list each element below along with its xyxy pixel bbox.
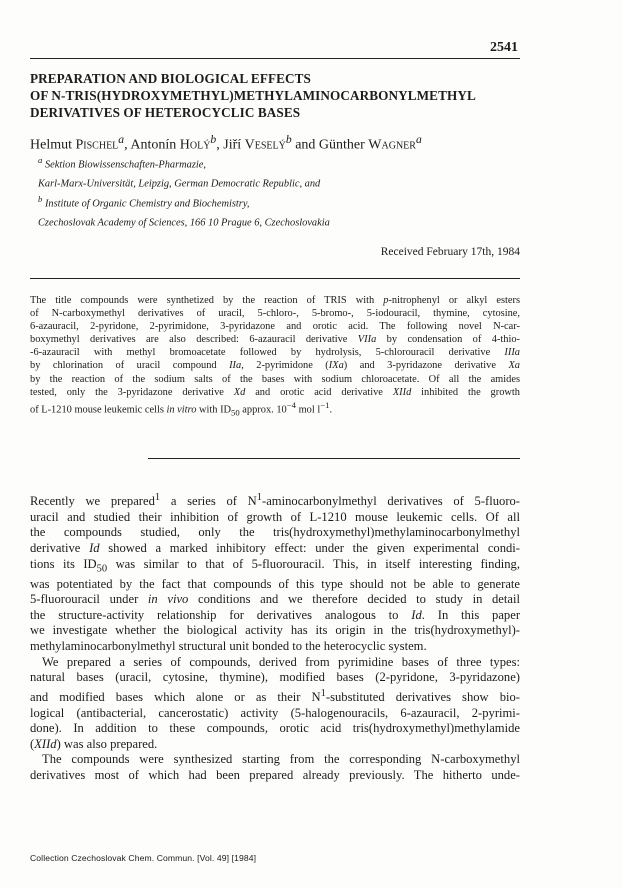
journal-footer: Collection Czechoslovak Chem. Commun. [Vol. 49] [1984] [30, 853, 257, 863]
abstract-line: The title compounds were synthetized by the reaction of TRIS with p-nitrophenyl or alkyl esters [30, 295, 521, 306]
title-line: DERIVATIVES OF HETEROCYCLIC BASES [30, 105, 301, 120]
abstract-line: 6-azauracil, 2-pyridone, 2-pyrimidone, 3-pyridazone and orotic acid. The following novel N-car- [30, 321, 520, 333]
body-line: 5-fluorouracil under in vivo conditions and we therefore decided to study in detail [30, 592, 520, 607]
author-affiliation-mark: a [118, 133, 125, 146]
body-line: tions its $ID_{50}$ was similar to that of 5-fluorouracil. This, in itself interesting finding, [30, 556, 520, 575]
abstract [30, 294, 520, 419]
body-line: We prepared a series of compounds, derived from pyrimidine bases of three types: [42, 654, 520, 669]
affiliation-text: Karl-Marx-Universität, Leipzig, German Democratic Republic, and [38, 178, 321, 190]
body-line: The compounds were synthesized starting from the corresponding N-carboxymethyl [42, 752, 520, 767]
abstract-line: by the reaction of the sodium salts of the bases with sodium chloroacetate. Of all the amides [30, 373, 520, 385]
abstract-line: by chlorination of uracil compound IIa, 2-pyrimidone (IXa) and 3-pyridazone derivative Xa [30, 360, 520, 372]
author-first-name: Helmut [30, 137, 72, 153]
author-separator: , [124, 137, 131, 153]
body-line: (XIId) was also prepared. [30, 736, 158, 751]
affiliation-text: Sektion Biowissenschaften-Pharmazie, [44, 159, 206, 171]
body-line: Recently we prepared$^1$ a series of $N^1$-aminocarbonylmethyl derivatives of 5-fluoro- [30, 492, 521, 509]
affiliation-line [38, 172, 330, 191]
affiliation-line [38, 192, 330, 211]
author-affiliation-mark: a [415, 133, 422, 146]
author-first-name: Jiří [223, 137, 242, 153]
body-line: uracil and studied their inhibition of growth of L-1210 mouse leukemic cells. Of all [30, 509, 520, 524]
author-last-name: Veselý [244, 137, 286, 153]
abstract-line: tested, only the 3-pyridazone derivative Xd and orotic acid derivative XIId inhibited the growth [30, 386, 520, 398]
header-rule [30, 58, 520, 59]
affiliation-text: Czechoslovak Academy of Sciences, 166 10 Prague 6, Czechoslovakia [38, 217, 330, 229]
affiliation-line [38, 211, 330, 230]
body-line: methylaminocarbonylmethyl structural unit bonded to the heterocyclic system. [30, 639, 427, 654]
body-line: done). In addition to these compounds, orotic acid tris(hydroxymethyl)methylamide [30, 721, 520, 736]
body-line: the structure-activity relationship for derivatives analogous to Id. In this paper [30, 607, 521, 622]
page-number: 2541 [490, 40, 518, 55]
body-line: and modified bases which alone or as their $N^1$-substituted derivatives show bio- [30, 687, 520, 705]
body-line: derivatives most of which had been prepared already previously. The hitherto unde- [30, 767, 520, 782]
author-last-name: Pischel [75, 137, 119, 153]
body-line: we investigate whether the biological activity has its origin in the tris(hydroxymethyl)- [30, 623, 520, 638]
body-text [30, 490, 520, 784]
author-first-name: Antonín [130, 137, 177, 153]
title-line: OF N-TRIS(HYDROXYMETHYL)METHYLAMINOCARBONYLMETHYL [30, 88, 476, 103]
author-last-name: Holý [179, 137, 211, 153]
author-separator: , [216, 137, 224, 153]
author-list [30, 133, 422, 154]
body-line: was potentiated by the fact that compounds of this type should not be able to generate [30, 576, 520, 591]
abstract-line: of L-1210 mouse leukemic cells in vitro with $ID_{50}$ approx. $10^{-4}$ mol $l^{-1}$. [30, 399, 333, 418]
body-line: the compounds studied, only the tris(hydroxymethyl)methylaminocarbonylmethyl [30, 525, 520, 540]
abstract-line: boxymethyl derivatives are also described: 6-azauracil derivative VIIa by condensation of 4-thio- [30, 334, 520, 346]
abstract-line: of N-carboxymethyl derivatives of uracil, 5-chloro-, 5-bromo-, 5-iodouracil, thymine, cytosine, [30, 308, 520, 320]
abstract-bottom-rule [148, 458, 520, 459]
article-title [30, 70, 520, 121]
affiliation-mark: b [38, 193, 43, 204]
body-line: logical (antibacterial, cancerostatic) activity (5-halogenouracils, 6-azauracil, 2-pyrimi- [30, 705, 520, 720]
body-line: derivative Id showed a marked inhibitory effect: under the given experimental condi- [30, 540, 520, 555]
author-affiliation-mark: b [210, 133, 217, 146]
author-separator: and [291, 137, 319, 153]
author-affiliation-mark: b [285, 133, 292, 146]
affiliation-line [38, 153, 330, 172]
author-first-name: Günther [318, 137, 365, 153]
abstract-line: -6-azauracil with methyl bromoacetate followed by hydrolysis, 5-chlorouracil derivative IIIa [30, 347, 520, 359]
received-date: Received February 17th, 1984 [380, 246, 520, 258]
body-line: natural bases (uracil, cytosine, thymine), modified bases (2-pyridone, 3-pyridazone) [30, 670, 520, 685]
title-line: PREPARATION AND BIOLOGICAL EFFECTS [30, 71, 311, 86]
author-last-name: Wagner [368, 137, 416, 153]
affiliation-mark: a [38, 155, 43, 165]
affiliation-text: Institute of Organic Chemistry and Biochemistry, [44, 198, 250, 210]
affiliations [38, 153, 330, 231]
abstract-top-rule [30, 278, 520, 279]
